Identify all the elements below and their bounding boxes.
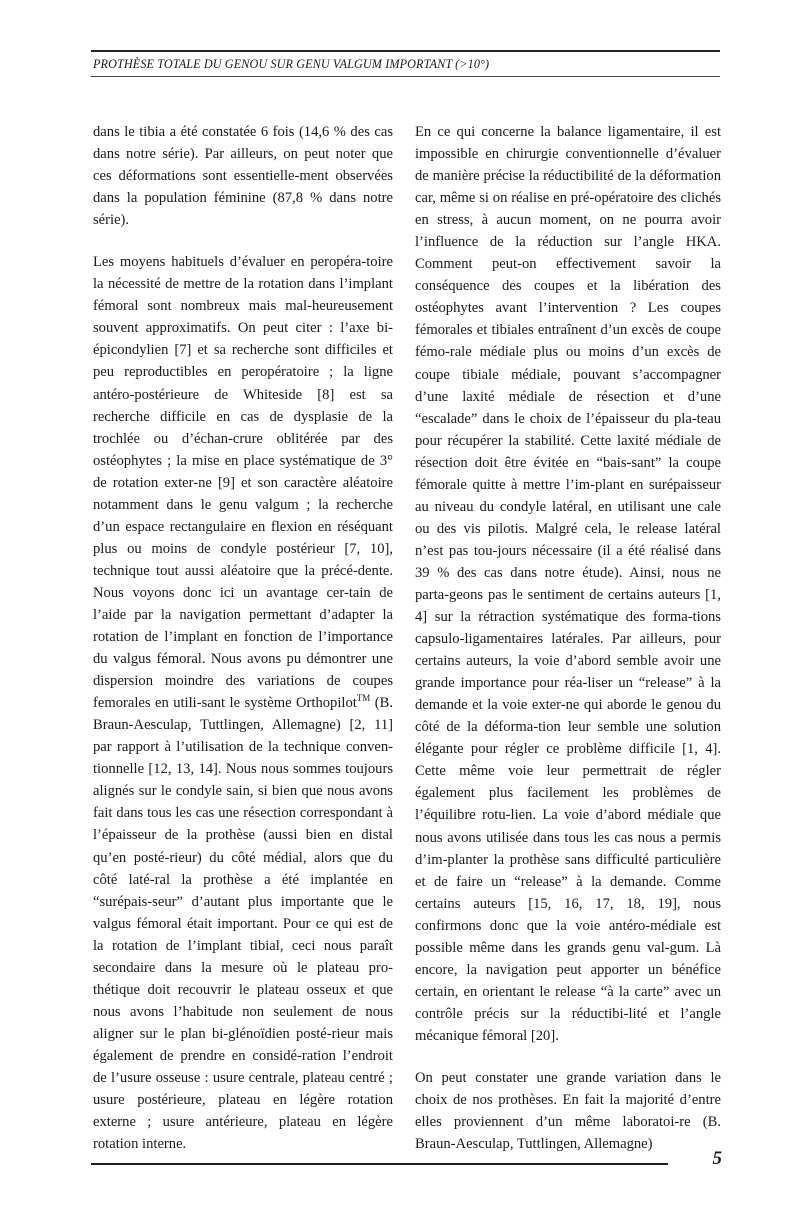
right-paragraph-2: On peut constater une grande variation dans le choix de nos prothèses. En fait la majorité d’entre elles proviennent d’un même laboratoi-re (B. Braun-Aesculap, Tuttlingen, Allemagne) [415, 1069, 721, 1153]
right-paragraph-1: En ce qui concerne la balance ligamentaire, il est impossible en chirurgie conventionnelle d’évaluer de manière précise la réductibilité de la déformation car, même si on réalise en pré-opératoire des clichés en stress, à aucun moment, on ne pourra avoir l’influence de la réduction sur l’angle HKA. Comment peut-on effectivement savoir la conséquence des coupes et la libération des ostéophytes avant l’intervention ? Les coupes fémorales et tibiales entraînent d’un excès de coupe fémo-rale médiale plus ou moins d’un excès de coupe tibiale médiale, pouvant s’accompagner d’une laxité médiale de résection et d’une “escalade” dans le choix de l’épaisseur du pla-teau pour récupérer la stabilité. Cette laxité médiale de résection doit être évitée en “bais-sant” la coupe fémorale quitte à mettre l’im-plant en surépaisseur au niveau du condyle latéral, en utilisant une cale ou des vis pilotis. Malgré cela, le release latéral n’est pas tou-jours nécessaire (il a été réalisé dans 39 % des cas dans notre étude). Ainsi, nous ne parta-geons pas le sentiment de certains auteurs [1, 4] sur la rétraction systématique des forma-tions capsulo-ligamentaires latérales. Par ailleurs, pour certains auteurs, la voie d’abord semble avoir une grande importance pour réa-liser un “release” à la demande et la voie exter-ne qui aborde le genou du côté de la déforma-tion leur semble une solution élégante pour régler ce problème difficile [1, 4]. Cette même voie leur permettrait de régler également plus facilement les problèmes de l’équilibre rotu-lien. La voie d’abord médiale que nous avons utilisée dans tous les cas nous a permis d’im-planter la prothèse sans difficulté particulière et de faire un “release” à la demande. Comme certains auteurs [15, 16, 17, 18, 19], nous confirmons donc que la voie antéro-médiale est possible même dans les grands genu val-gum. Là encore, la navigation peut apporter un bénéfice certain, en orientant le release “à la carte” avec un contrôle précis sur la réductibi-lité et l’angle mécanique fémoral [20]. [415, 124, 721, 1044]
left-column [93, 121, 393, 1155]
running-head: PROTHÈSE TOTALE DU GENOU SUR GENU VALGUM IMPORTANT (>10°) [93, 57, 490, 71]
left-paragraph-1: dans le tibia a été constatée 6 fois (14,6 % des cas dans notre série). Par ailleurs, on peut noter que ces déformations sont essentielle-ment observées dans la population féminine (87,8 % dans notre série). [93, 124, 393, 229]
left-paragraph-2-text-b: (B. Braun-Aesculap, Tuttlingen, Allemagne) [2, 11] par rapport à l’utilisation de la technique conven-tionnelle [12, 13, 14]. Nous nous sommes toujours alignés sur le condyle sain, si bien que nous avons fait dans tous les cas une résection correspondant à l’épaisseur de la prothèse (aussi bien en distal qu’en posté-rieur) du côté médial, alors que du côté laté-ral la prothèse a été implantée en “surépais-seur” d’autant plus importante que le valgus fémoral était important. Pour ce qui est de la rotation de l’implant tibial, ceci nous paraît secondaire dans la mesure où le plateau pro-thétique doit recouvrir le plateau osseux et que nous avons l’habitude non seulement de nous aligner sur le plan bi-glénoïdien posté-rieur mais également de prendre en considé-ration l’endroit de l’usure osseuse : usure centrale, plateau centré ; usure postérieure, plateau en légère rotation externe ; usure antérieure, plateau en légère rotation interne. [93, 695, 394, 1153]
footer-rule [91, 1163, 668, 1165]
right-column [415, 121, 721, 1155]
page-number: 5 [712, 1148, 722, 1169]
trademark-mark: TM [356, 693, 371, 704]
header-top-rule [91, 50, 720, 52]
header-bottom-rule [91, 76, 720, 77]
left-paragraph-2-text-a: Les moyens habituels d’évaluer en peropéra-toire la nécessité de mettre de la rotation dans l’implant fémoral sont nombreux mais mal-heureusement souvent approximatifs. On peut citer : l’axe bi-épicondylien [7] et sa recherche sont difficiles et peu reproductibles en peropératoire ; la ligne antéro-postérieure de Whiteside [8] est sa recherche difficile en cas de dysplasie de la trochlée ou d’échan-crure oblitérée par des ostéophytes ; la mise en place systématique de 3° de rotation exter-ne [9] et son caractère aléatoire notamment dans le genu valgum ; la recherche d’un espace rectangulaire en flexion en réséquant plus ou moins de condyle postérieur [7, 10], technique tout aussi aléatoire que la précé-dente. Nous voyons donc ici un avantage cer-tain de l’aide par la navigation permettant d’adapter la rotation de l’implant en fonction de l’importance du valgus fémoral. Nous avons pu démontrer une dispersion moindre des variations de coupes femorales en utili-sant le système Orthopilot [93, 254, 393, 712]
left-paragraph-2 [93, 251, 393, 1155]
